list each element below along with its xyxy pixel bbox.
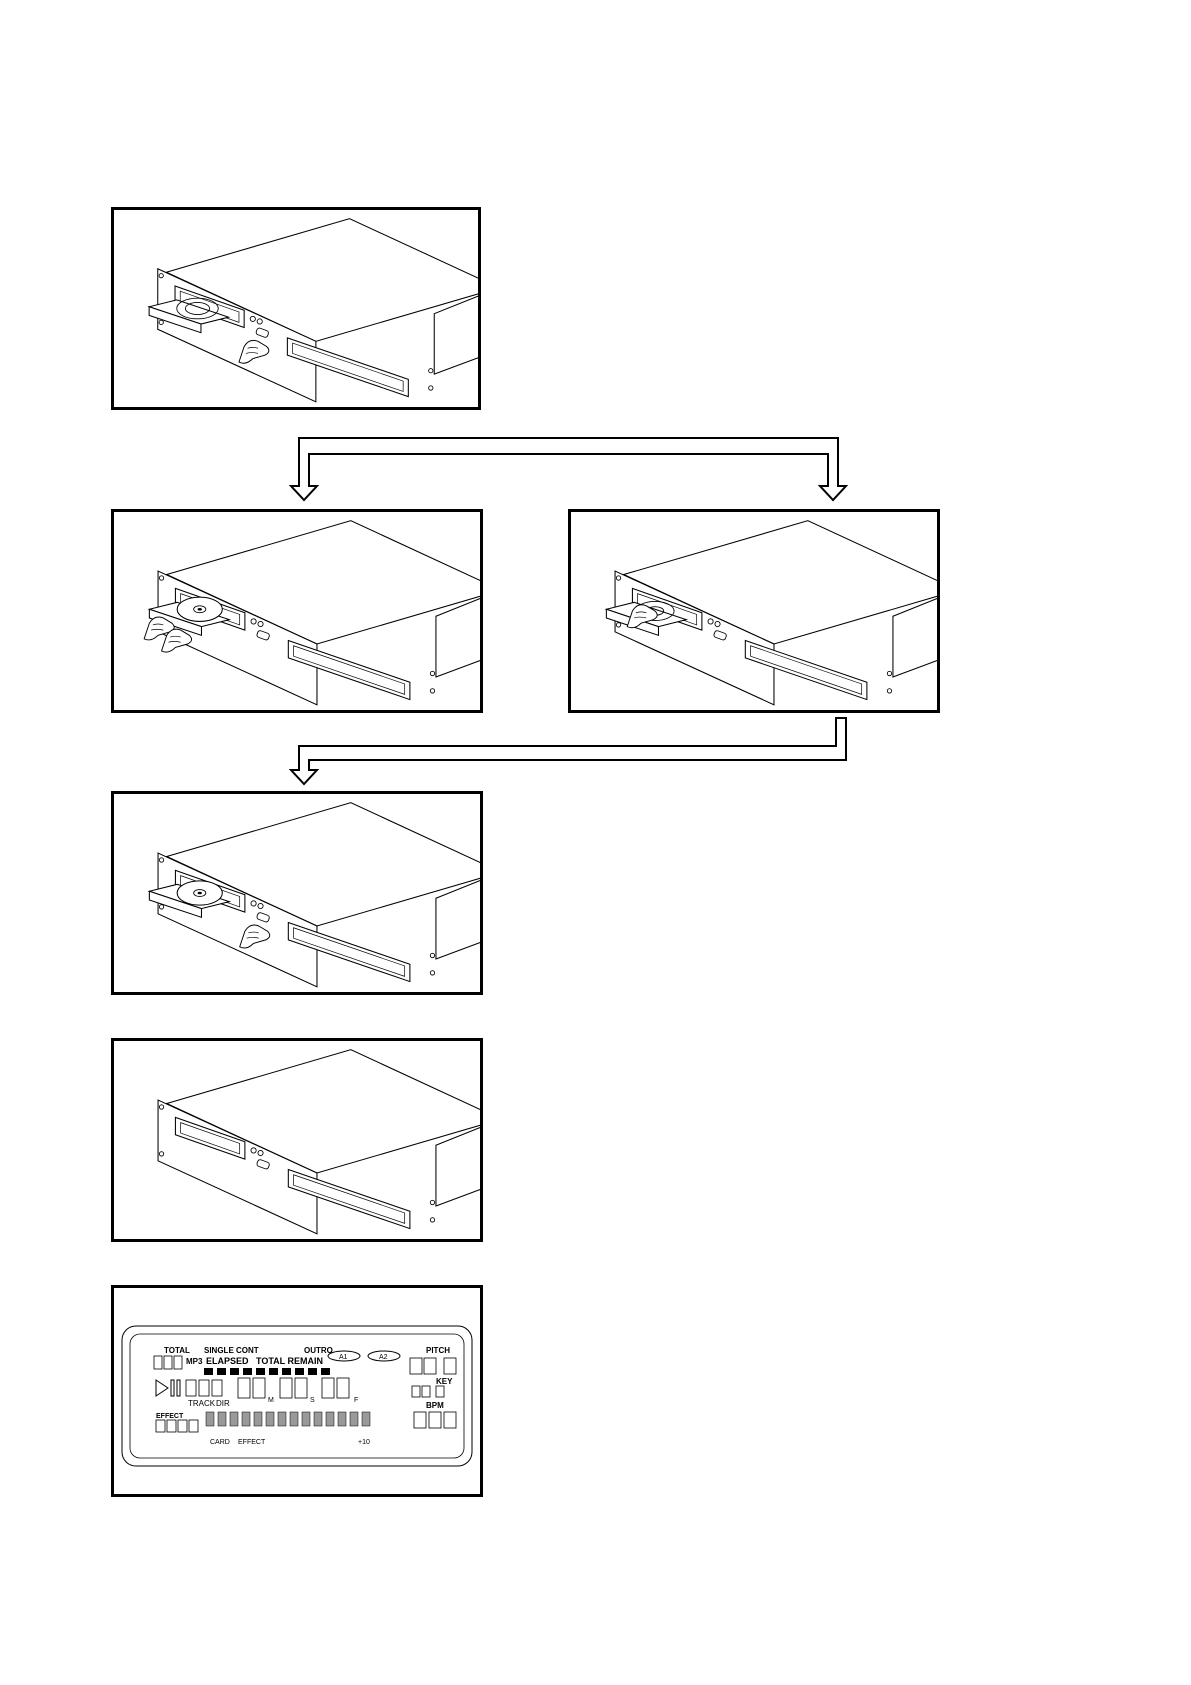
lcd-plus10-label: +10 xyxy=(358,1439,370,1446)
lcd-single-label: SINGLE xyxy=(204,1346,234,1355)
merge-arrow-bottom xyxy=(291,718,846,784)
lcd-outro-label: OUTRO xyxy=(304,1346,333,1355)
lcd-f-label: F xyxy=(354,1397,359,1404)
lcd-effect-box-label: EFFECT xyxy=(156,1413,184,1420)
split-arrow-top xyxy=(291,438,846,500)
lcd-s-label: S xyxy=(310,1397,315,1404)
lcd-key-label: KEY xyxy=(436,1377,453,1386)
lcd-a2-label: A2 xyxy=(379,1354,388,1361)
lcd-total-label: TOTAL xyxy=(164,1346,190,1355)
lcd-elapsed-label: ELAPSED xyxy=(206,1356,249,1366)
lcd-effect-label: EFFECT xyxy=(238,1439,266,1446)
lcd-bpm-label: BPM xyxy=(426,1401,444,1410)
lcd-track-label: TRACK xyxy=(188,1399,216,1408)
lcd-mp3-label: MP3 xyxy=(186,1357,203,1366)
lcd-pitch-label: PITCH xyxy=(426,1346,450,1355)
lcd-cont-label: CONT xyxy=(236,1346,259,1355)
lcd-dir-label: DIR xyxy=(216,1399,230,1408)
lcd-a1-label: A1 xyxy=(339,1354,348,1361)
lcd-m-label: M xyxy=(268,1397,274,1404)
lcd-card-label: CARD xyxy=(210,1439,230,1446)
lcd-total-remain-label: TOTAL REMAIN xyxy=(256,1356,323,1366)
